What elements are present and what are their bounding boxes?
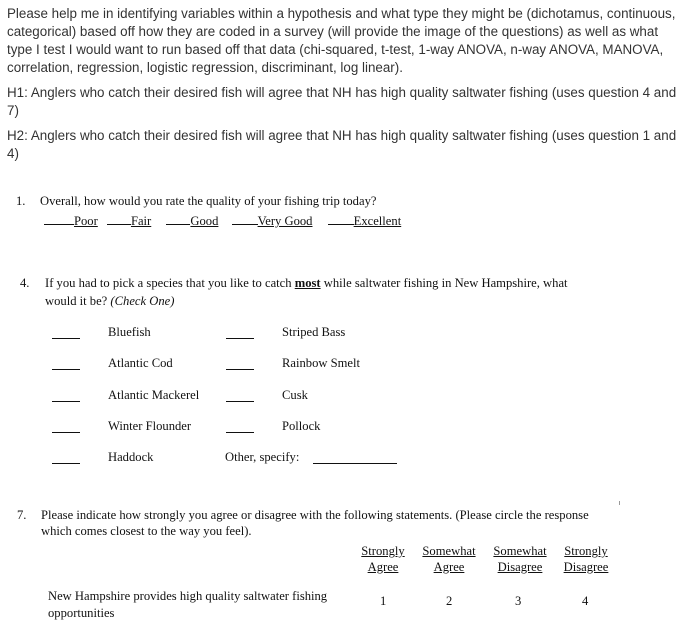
q4-option-bluefish: Bluefish	[108, 325, 151, 339]
q4-option-winter-flounder: Winter Flounder	[108, 419, 192, 433]
q1-number: 1.	[16, 194, 26, 208]
q4-option-haddock: Haddock	[108, 450, 154, 464]
q7-header-3-line1: Somewhat	[493, 544, 547, 558]
q1-option-very-good: Very Good	[257, 214, 313, 228]
q4-checkbox-bluefish[interactable]	[52, 338, 80, 339]
q1-blank-very-good[interactable]	[232, 212, 258, 225]
q4-option-atlantic-cod: Atlantic Cod	[108, 356, 173, 370]
q4-instruction: (Check One)	[110, 294, 175, 308]
q7-response-3[interactable]: 3	[515, 594, 522, 608]
q4-checkbox-cusk[interactable]	[226, 401, 254, 402]
q4-checkbox-atlantic-cod[interactable]	[52, 369, 80, 370]
q7-header-2-line2: Agree	[433, 560, 465, 574]
q7-header-4-line1: Strongly	[564, 544, 608, 558]
q4-option-rainbow-smelt: Rainbow Smelt	[282, 356, 361, 370]
scan-mark	[619, 501, 620, 505]
q1-blank-excellent[interactable]	[328, 212, 354, 225]
q4-other-label: Other, specify:	[225, 450, 300, 464]
q7-header-1-line1: Strongly	[361, 544, 405, 558]
q4-option-cusk: Cusk	[282, 388, 308, 402]
q4-option-pollock: Pollock	[282, 419, 321, 433]
q1-option-poor: Poor	[74, 214, 98, 228]
q4-option-striped-bass: Striped Bass	[282, 325, 346, 339]
hypothesis-2: H2: Anglers who catch their desired fish will agree that NH has high quality saltwater fishing (uses question 1 and 4)	[7, 128, 677, 161]
q7-header-somewhat-disagree	[490, 543, 550, 575]
q1-option-fair: Fair	[130, 214, 152, 228]
q4-other-specify-field[interactable]	[313, 463, 397, 464]
q1-text: Overall, how would you rate the quality of your fishing trip today?	[40, 194, 377, 208]
q7-number: 7.	[17, 508, 27, 522]
q1-blank-poor[interactable]	[44, 212, 74, 225]
q4-number: 4.	[20, 276, 30, 290]
q7-header-2-line1: Somewhat	[422, 544, 476, 558]
q1-blank-good[interactable]	[166, 212, 190, 225]
q7-text-line2: which comes closest to the way you feel).	[41, 524, 252, 538]
q4-text-after: while saltwater fishing in New Hampshire, what	[323, 276, 568, 290]
q4-text-line2	[45, 294, 174, 309]
q1-option-good: Good	[190, 214, 219, 228]
q4-option-atlantic-mackerel: Atlantic Mackerel	[108, 388, 200, 402]
q7-statement	[48, 589, 327, 621]
q7-header-1-line2: Agree	[367, 560, 399, 574]
q4-line2: would it be?	[45, 294, 108, 308]
q7-text-line1: Please indicate how strongly you agree or disagree with the following statements. (Please circle the response	[41, 508, 589, 522]
q4-checkbox-striped-bass[interactable]	[226, 338, 254, 339]
q4-checkbox-atlantic-mackerel[interactable]	[52, 401, 80, 402]
q4-checkbox-pollock[interactable]	[226, 432, 254, 433]
q4-checkbox-winter-flounder[interactable]	[52, 432, 80, 433]
q4-checkbox-rainbow-smelt[interactable]	[226, 369, 254, 370]
q7-statement-line1: New Hampshire provides high quality saltwater fishing	[48, 589, 328, 603]
q7-header-strongly-disagree	[557, 543, 615, 575]
q7-response-4[interactable]: 4	[582, 594, 589, 608]
q4-emphasis: most	[294, 276, 321, 290]
q4-checkbox-haddock[interactable]	[52, 463, 80, 464]
q1-blank-fair[interactable]	[107, 212, 131, 225]
q7-header-somewhat-agree	[419, 543, 479, 575]
q7-header-strongly-agree	[357, 543, 409, 575]
q7-header-4-line2: Disagree	[563, 560, 609, 574]
hypothesis-1: H1: Anglers who catch their desired fish will agree that NH has high quality saltwater fishing (uses question 4 and 7)	[7, 85, 677, 118]
q7-response-2[interactable]: 2	[446, 594, 453, 608]
q7-statement-line2: opportunities	[48, 606, 115, 620]
q1-options	[44, 212, 401, 229]
q1-option-excellent: Excellent	[353, 214, 402, 228]
intro-paragraph: Please help me in identifying variables within a hypothesis and what type they might be (dichotamus, continuous, categorical) based off how they are coded in a survey (will provide the image of the questions) as well as what type I test I would want to run based off that data (chi-squared, t-test, 1-way ANOVA, n-way ANOVA, MANOVA, correlation, regression, logistic regression, discriminant, log linear).	[7, 6, 676, 75]
q7-response-1[interactable]: 1	[380, 594, 387, 608]
q4-text-before: If you had to pick a species that you like to catch	[45, 276, 292, 290]
q7-header-3-line2: Disagree	[497, 560, 543, 574]
q4-text	[45, 276, 568, 291]
